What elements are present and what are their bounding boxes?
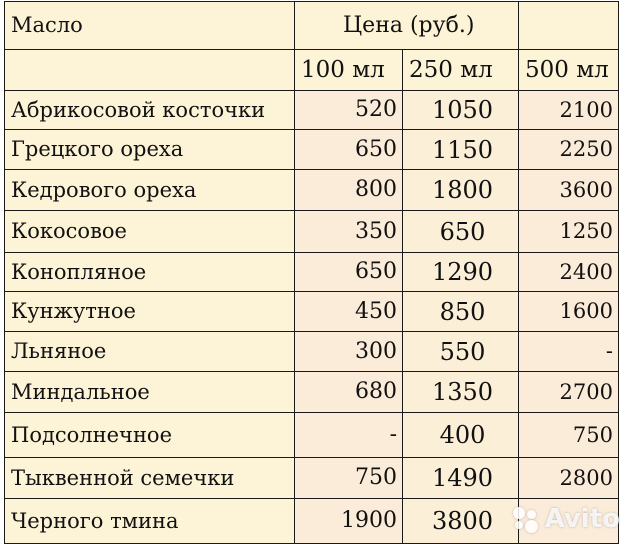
oil-name-cell: Абрикосовой косточки [5, 91, 295, 130]
price-table [4, 1, 619, 544]
oil-name-cell: Подсолнечное [5, 413, 295, 458]
price-250ml-cell: 1490 [403, 458, 519, 499]
price-100ml-cell: 450 [295, 292, 403, 332]
price-100ml-cell: 1900 [295, 499, 403, 544]
price-500ml-cell: 750 [519, 413, 619, 458]
table-row [5, 458, 619, 499]
header-blank-cell [519, 2, 619, 50]
header-row [5, 2, 619, 50]
table-row [5, 253, 619, 292]
price-100ml-cell: 680 [295, 372, 403, 413]
price-250ml-cell: 3800 [403, 499, 519, 544]
oil-name-cell: Конопляное [5, 253, 295, 292]
price-250ml-cell: 650 [403, 211, 519, 253]
price-250ml-cell: 1150 [403, 130, 519, 170]
price-100ml-cell: 650 [295, 130, 403, 170]
size-header-250ml: 250 мл [403, 50, 519, 91]
price-100ml-cell: 520 [295, 91, 403, 130]
price-500ml-cell: 1250 [519, 211, 619, 253]
price-250ml-cell: 1290 [403, 253, 519, 292]
price-500ml-cell: 2800 [519, 458, 619, 499]
price-250ml-cell: 550 [403, 332, 519, 372]
price-100ml-cell: 750 [295, 458, 403, 499]
watermark-text: Avito [544, 504, 620, 534]
price-500ml-cell: 3600 [519, 170, 619, 211]
price-250ml-cell: 1050 [403, 91, 519, 130]
price-500ml-cell: 2400 [519, 253, 619, 292]
size-header-row [5, 50, 619, 91]
table-row [5, 332, 619, 372]
oil-name-cell: Тыквенной семечки [5, 458, 295, 499]
price-100ml-cell: 300 [295, 332, 403, 372]
price-500ml-cell: 2250 [519, 130, 619, 170]
price-500ml-cell: 2100 [519, 91, 619, 130]
table-row [5, 211, 619, 253]
price-100ml-cell: - [295, 413, 403, 458]
price-250ml-cell: 1350 [403, 372, 519, 413]
price-500ml-cell: 2700 [519, 372, 619, 413]
size-header-500ml: 500 мл [519, 50, 619, 91]
price-100ml-cell: 350 [295, 211, 403, 253]
oil-name-cell: Черного тмина [5, 499, 295, 544]
price-100ml-cell: 650 [295, 253, 403, 292]
table-row [5, 130, 619, 170]
size-header-100ml: 100 мл [295, 50, 403, 91]
oil-name-cell: Грецкого ореха [5, 130, 295, 170]
table-row [5, 292, 619, 332]
table-row [5, 413, 619, 458]
avito-watermark [511, 504, 620, 534]
oil-name-cell: Льняное [5, 332, 295, 372]
price-500ml-cell: 1600 [519, 292, 619, 332]
table-row [5, 91, 619, 130]
price-250ml-cell: 400 [403, 413, 519, 458]
oil-name-cell: Миндальное [5, 372, 295, 413]
price-250ml-cell: 850 [403, 292, 519, 332]
oil-name-cell: Кедрового ореха [5, 170, 295, 211]
price-column-header: Цена (руб.) [295, 2, 519, 50]
avito-logo-icon [511, 504, 541, 534]
oil-name-cell: Кокосовое [5, 211, 295, 253]
price-250ml-cell: 1800 [403, 170, 519, 211]
oil-name-cell: Кунжутное [5, 292, 295, 332]
table-row [5, 170, 619, 211]
price-500ml-cell: - [519, 332, 619, 372]
oil-column-header: Масло [5, 2, 295, 50]
table-row [5, 372, 619, 413]
size-header-blank-cell [5, 50, 295, 91]
price-100ml-cell: 800 [295, 170, 403, 211]
